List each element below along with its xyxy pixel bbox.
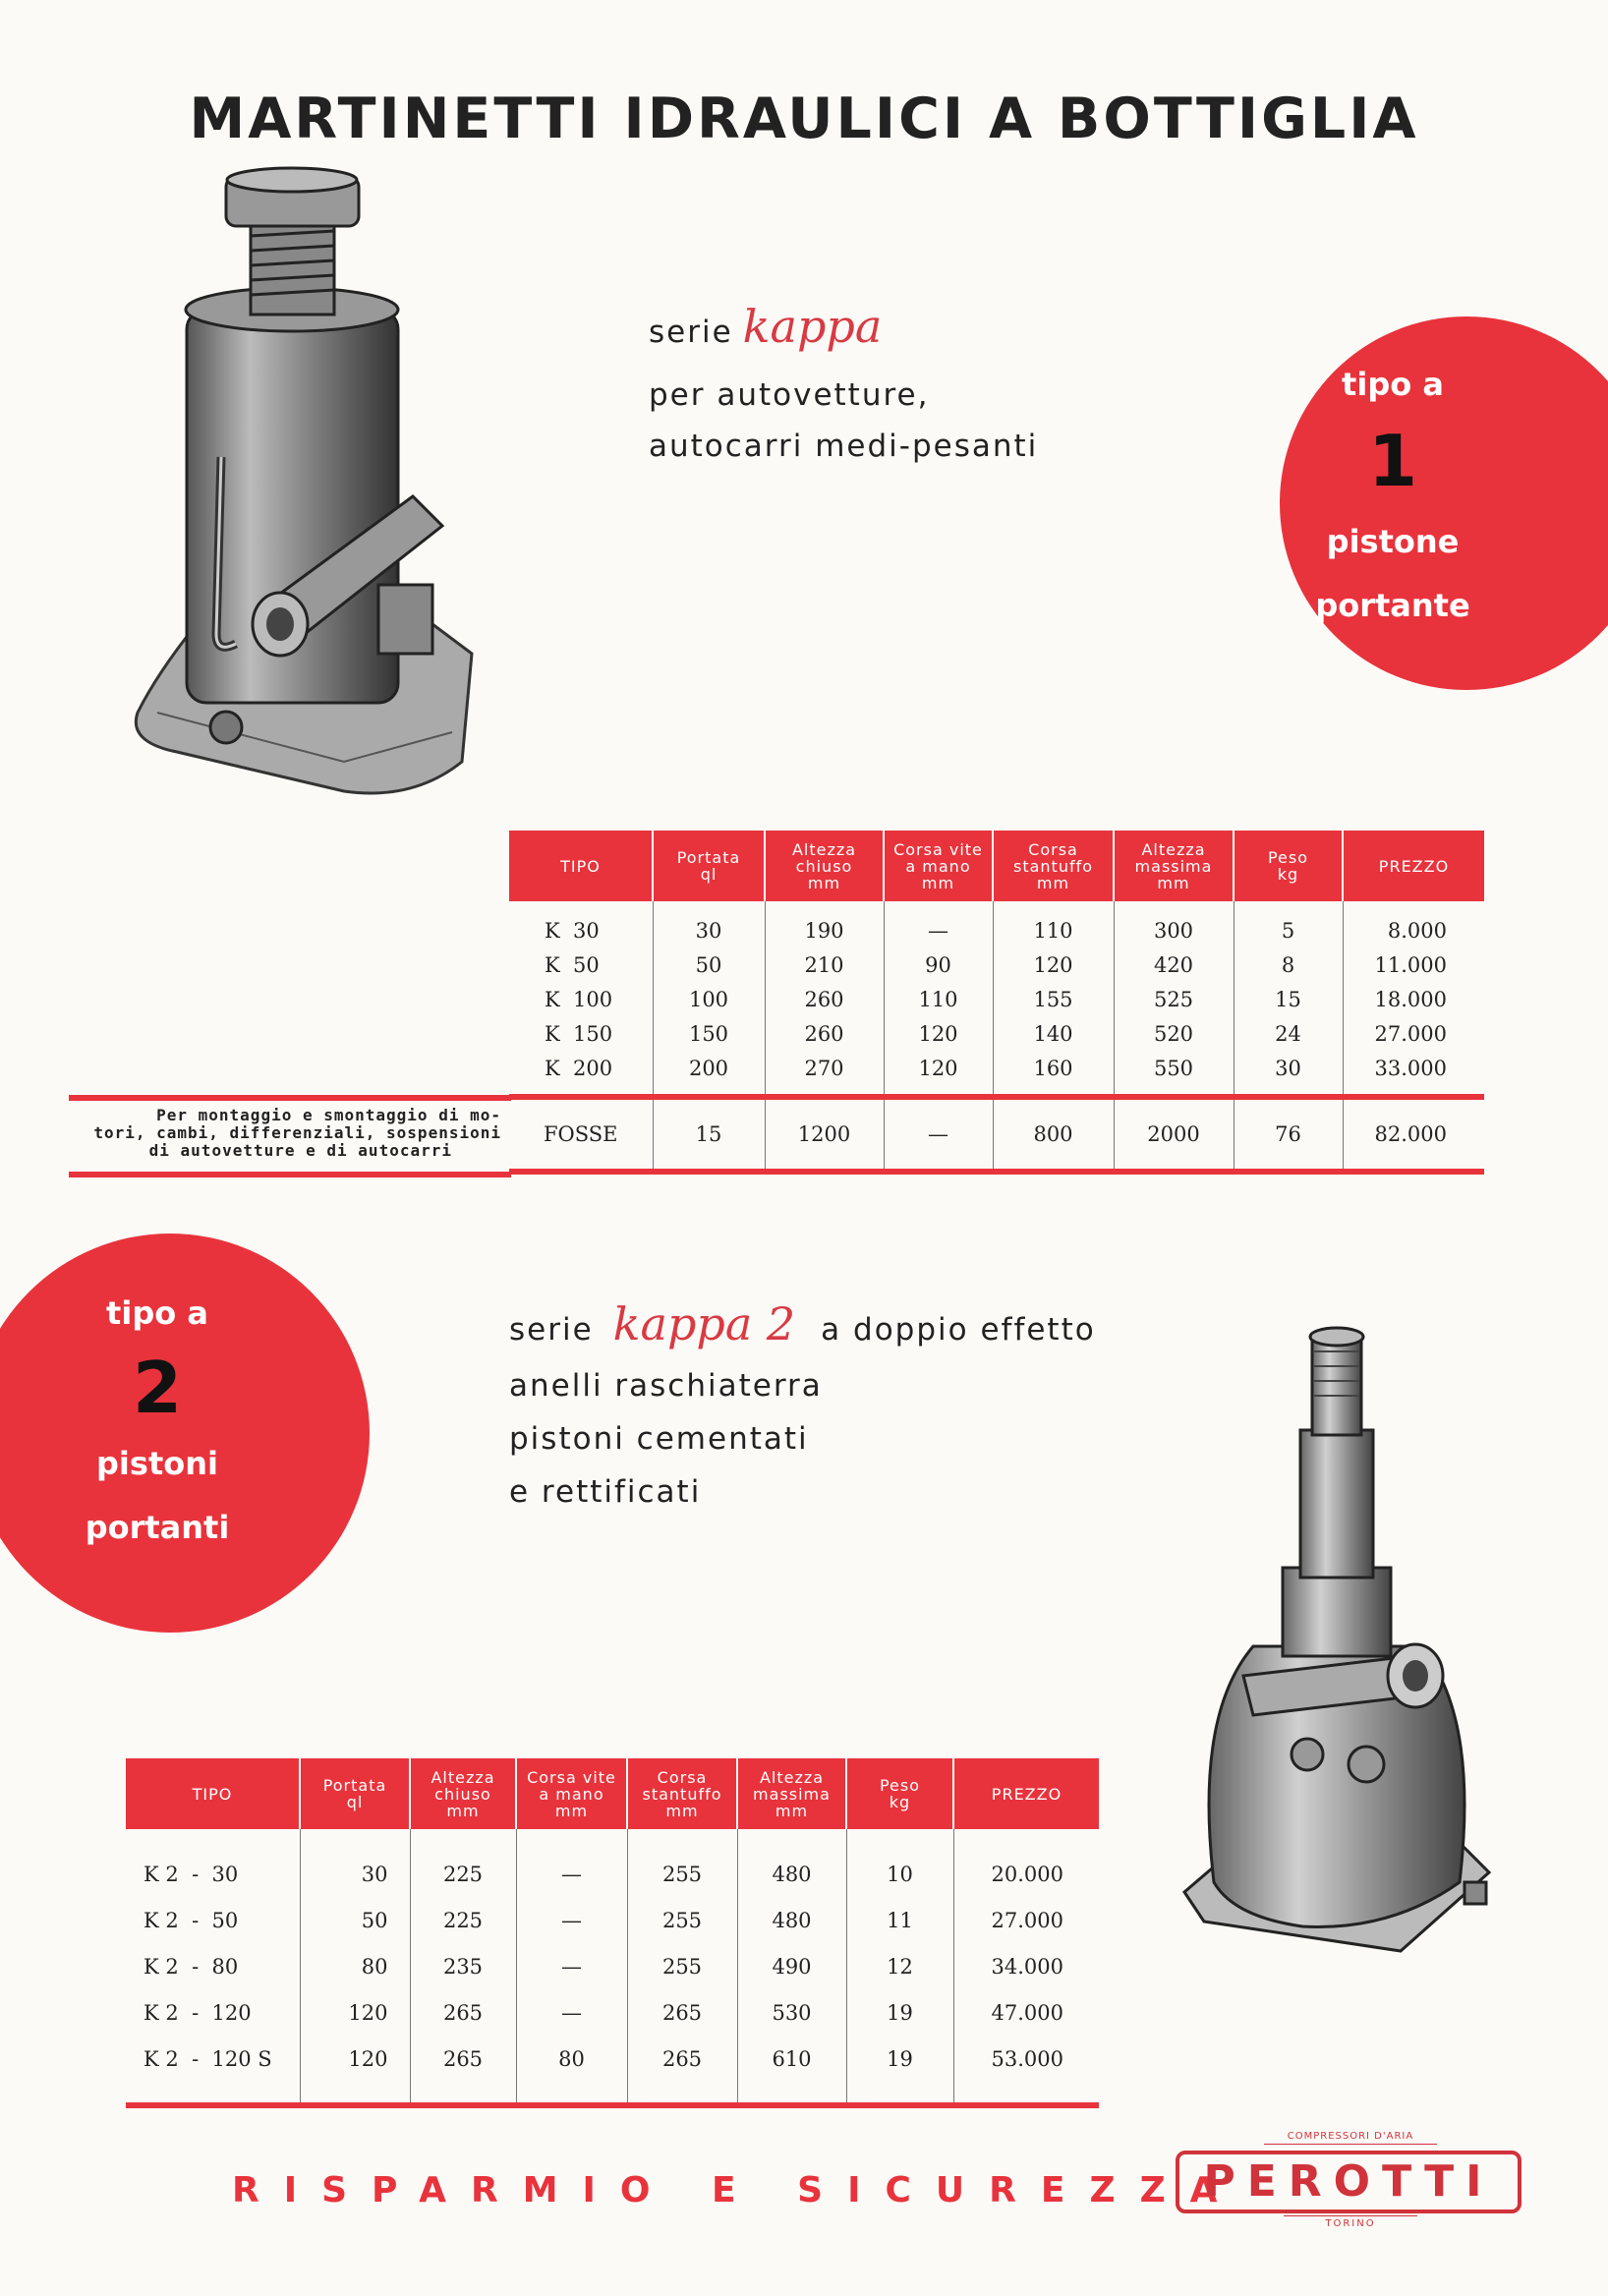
table-row: K 2 - 120 S 120 265 80 265 610 19 53.000 (126, 2036, 1099, 2082)
feature-line-3: e rettificati (509, 1474, 702, 1510)
logo-top-text: COMPRESSORI D'ARIA (1264, 2131, 1437, 2145)
col-header: Peso kg (846, 1758, 953, 1829)
table-header-row (509, 831, 1484, 901)
serie-label: serie (649, 315, 733, 350)
col-header: PREZZO (953, 1758, 1099, 1829)
col-header: Altezza massima mm (1114, 831, 1234, 901)
feature-line-1: per autovetture, (649, 377, 930, 413)
serie-kappa-line (649, 300, 891, 353)
fosse-rule-top (69, 1095, 511, 1101)
serie-suffix: a doppio effetto (821, 1312, 1096, 1348)
feature-line-1: anelli raschiaterra (509, 1368, 823, 1404)
col-header: PREZZO (1343, 831, 1484, 901)
table-row: K 2 - 50 50 225 — 255 480 11 27.000 (126, 1897, 1099, 1943)
spec-table-kappa2 (126, 1758, 1099, 2108)
badge-line-2: portanti (85, 1509, 230, 1546)
logo-name: PEROTTI (1176, 2151, 1522, 2213)
double-piston-jack-illustration (1175, 1322, 1509, 1961)
col-header: Peso kg (1234, 831, 1343, 901)
feature-line-2: pistoni cementati (509, 1421, 809, 1457)
table-row: K 100 100 260 110 155 525 15 18.000 (509, 982, 1484, 1016)
badge-tipo-label: tipo a (1342, 366, 1444, 403)
footer-slogan: RISPARMIO E SICUREZZA (232, 2170, 1242, 2210)
badge-tipo-2 (0, 1234, 370, 1633)
serie-kappa-logotype: kappa (742, 300, 883, 353)
table-row: K 2 - 30 30 225 — 255 480 10 20.000 (126, 1851, 1099, 1897)
badge-number: 2 (132, 1347, 183, 1429)
spec-table-kappa (509, 831, 1484, 1175)
col-header: Corsa vite a mano mm (884, 831, 993, 901)
feature-line-2: autocarri medi-pesanti (649, 429, 1039, 464)
col-header: Corsa stantuffo mm (627, 1758, 737, 1829)
table-row: K 2 - 80 80 235 — 255 490 12 34.000 (126, 1943, 1099, 1989)
serie-kappa2-logotype: kappa 2 (612, 1297, 796, 1350)
table-row-fosse: FOSSE 15 1200 — 800 2000 76 82.000 (509, 1097, 1484, 1172)
col-header: TIPO (509, 831, 653, 901)
table-row: K 30 30 190 — 110 300 5 8.000 (509, 913, 1484, 947)
badge-tipo-label: tipo a (106, 1294, 208, 1332)
table-header-row (126, 1758, 1099, 1829)
badge-line-1: pistoni (96, 1445, 218, 1482)
col-header: Corsa vite a mano mm (516, 1758, 627, 1829)
table-row: K 50 50 210 90 120 420 8 11.000 (509, 947, 1484, 982)
badge-number: 1 (1367, 420, 1418, 502)
table-row: K 2 - 120 120 265 — 265 530 19 47.000 (126, 1989, 1099, 2036)
serie-label: serie (509, 1312, 594, 1348)
col-header: Altezza chiuso mm (410, 1758, 516, 1829)
col-header: TIPO (126, 1758, 300, 1829)
badge-line-1: pistone (1326, 523, 1460, 560)
fosse-rule-bottom (69, 1172, 511, 1177)
col-header: Corsa stantuffo mm (993, 831, 1114, 901)
col-header: Altezza chiuso mm (765, 831, 884, 901)
bottle-jack-illustration (118, 162, 491, 811)
table-row: K 150 150 260 120 140 520 24 27.000 (509, 1016, 1484, 1051)
col-header: Altezza massima mm (737, 1758, 846, 1829)
logo-bottom-text: TORINO (1284, 2215, 1417, 2229)
table-row: K 200 200 270 120 160 550 30 33.000 (509, 1051, 1484, 1085)
col-header: Portata ql (653, 831, 765, 901)
fosse-note: Per montaggio e smontaggio di mo- tori, cambi, differenziali, sospensioni di autovetture e di autocarri (93, 1106, 501, 1160)
page-title: MARTINETTI IDRAULICI A BOTTIGLIA (189, 86, 1419, 151)
badge-tipo-1 (1280, 316, 1608, 690)
col-header: Portata ql (300, 1758, 410, 1829)
serie-kappa2-line (509, 1297, 1096, 1350)
perotti-logo (1176, 2131, 1525, 2235)
badge-line-2: portante (1315, 587, 1470, 624)
